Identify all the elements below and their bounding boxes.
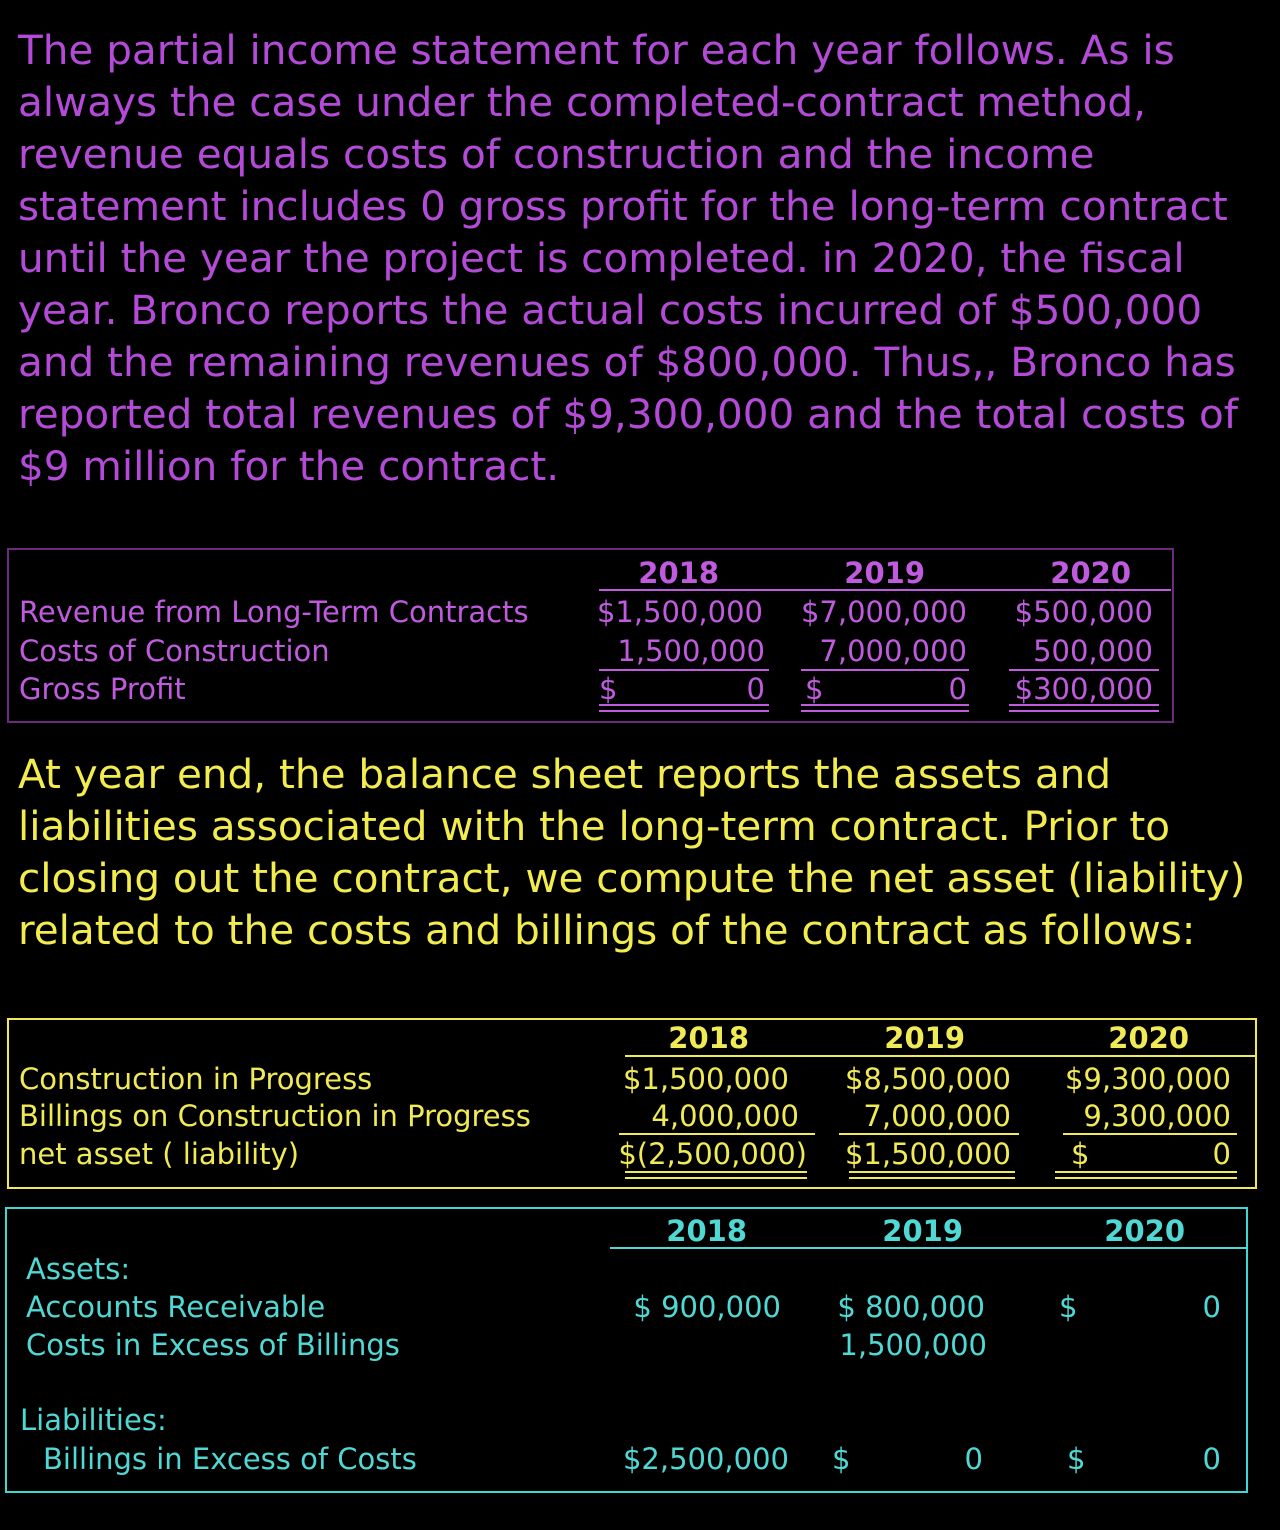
- total-double-rule-2020: [1055, 1171, 1237, 1179]
- row-label-costs: Costs of Construction: [19, 634, 330, 668]
- cell-ar-2018: $ 900,000: [633, 1290, 781, 1324]
- income-statement-table: [7, 548, 1174, 723]
- header-rule: [599, 589, 1171, 591]
- dollar-sign-2019: $: [805, 672, 824, 706]
- net-asset-table: [7, 1018, 1257, 1189]
- subtotal-rule-2020: [1063, 1133, 1237, 1135]
- liabilities-heading: Liabilities:: [20, 1403, 167, 1437]
- cell-cieb-2019: 1,500,000: [839, 1328, 987, 1362]
- year-header-2018: 2018: [668, 1021, 749, 1055]
- cell-billings-2020: 9,300,000: [1083, 1099, 1231, 1133]
- total-double-rule-2018: [599, 704, 769, 712]
- cell-revenue-2019: $7,000,000: [800, 595, 967, 629]
- dollar-sign-2018: $: [599, 672, 618, 706]
- subtotal-rule-2018: [619, 1133, 815, 1135]
- dollar-sign-biec-2019: $: [832, 1442, 851, 1476]
- assets-heading: Assets:: [26, 1252, 131, 1286]
- cell-revenue-2018: $1,500,000: [596, 595, 763, 629]
- cell-billings-2019: 7,000,000: [863, 1099, 1011, 1133]
- cell-revenue-2020: $500,000: [1014, 595, 1153, 629]
- cell-costs-2019: 7,000,000: [819, 634, 967, 668]
- cell-ar-2020: 0: [1202, 1290, 1221, 1324]
- row-label-net-asset: net asset ( liability): [19, 1137, 300, 1171]
- cell-biec-2020: 0: [1202, 1442, 1221, 1476]
- cell-billings-2018: 4,000,000: [651, 1099, 799, 1133]
- year-header-2019: 2019: [882, 1214, 963, 1248]
- header-rule: [625, 1055, 1257, 1057]
- year-header-2020: 2020: [1108, 1021, 1189, 1055]
- total-double-rule-2020: [1009, 704, 1159, 712]
- cell-cip-2018: $1,500,000: [622, 1062, 789, 1096]
- year-header-2018: 2018: [638, 556, 719, 590]
- cell-costs-2020: 500,000: [1033, 634, 1153, 668]
- row-label-cip: Construction in Progress: [19, 1062, 373, 1096]
- row-label-accounts-receivable: Accounts Receivable: [26, 1290, 326, 1324]
- balance-sheet-paragraph: At year end, the balance sheet reports the assets and liabilities associated with the long-term contract. Prior to closing out the contract, we compute the net asset (liability) related to the costs and billings of the contract as follows:: [18, 750, 1246, 954]
- year-header-2018: 2018: [666, 1214, 747, 1248]
- cell-net-asset-2019: $1,500,000: [844, 1137, 1011, 1171]
- cell-gross-profit-2018: 0: [746, 672, 765, 706]
- cell-cip-2020: $9,300,000: [1064, 1062, 1231, 1096]
- dollar-sign-biec-2020: $: [1067, 1442, 1086, 1476]
- year-header-2020: 2020: [1104, 1214, 1185, 1248]
- cell-cip-2019: $8,500,000: [844, 1062, 1011, 1096]
- row-label-billings: Billings on Construction in Progress: [19, 1099, 531, 1133]
- cell-costs-2018: 1,500,000: [617, 634, 765, 668]
- dollar-sign-2020: $: [1071, 1137, 1090, 1171]
- cell-biec-2018: $2,500,000: [622, 1442, 789, 1476]
- cell-gross-profit-2019: 0: [948, 672, 967, 706]
- year-header-2019: 2019: [884, 1021, 965, 1055]
- total-double-rule-2018: [625, 1171, 807, 1179]
- balance-sheet-table: [5, 1207, 1248, 1493]
- cell-ar-2019: $ 800,000: [837, 1290, 985, 1324]
- cell-net-asset-2018: $(2,500,000): [618, 1137, 807, 1171]
- cell-biec-2019: 0: [964, 1442, 983, 1476]
- cell-gross-profit-2020: $300,000: [1014, 672, 1153, 706]
- year-header-2019: 2019: [844, 556, 925, 590]
- row-label-costs-in-excess: Costs in Excess of Billings: [26, 1328, 400, 1362]
- year-header-2020: 2020: [1050, 556, 1131, 590]
- total-double-rule-2019: [801, 704, 969, 712]
- header-rule: [610, 1247, 1248, 1249]
- total-double-rule-2019: [849, 1171, 1015, 1179]
- subtotal-rule-2019: [839, 1133, 1019, 1135]
- dollar-sign-ar-2020: $: [1059, 1290, 1078, 1324]
- row-label-gross-profit: Gross Profit: [19, 672, 186, 706]
- cell-net-asset-2020: 0: [1212, 1137, 1231, 1171]
- row-label-revenue: Revenue from Long-Term Contracts: [19, 595, 529, 629]
- row-label-billings-in-excess: Billings in Excess of Costs: [43, 1442, 417, 1476]
- intro-paragraph: The partial income statement for each year follows. As is always the case under the completed-contract method, revenue equals costs of construction and the income statement includes 0 gross profit for the long-term contract until the year the project is completed. in 2020, the fiscal year. Bronco reports the actual costs incurred of $500,000 and the remaining revenues of $800,000. Thus,, Bronco has reported total revenues of $9,300,000 and the total costs of $9 million for the contract.: [18, 26, 1239, 490]
